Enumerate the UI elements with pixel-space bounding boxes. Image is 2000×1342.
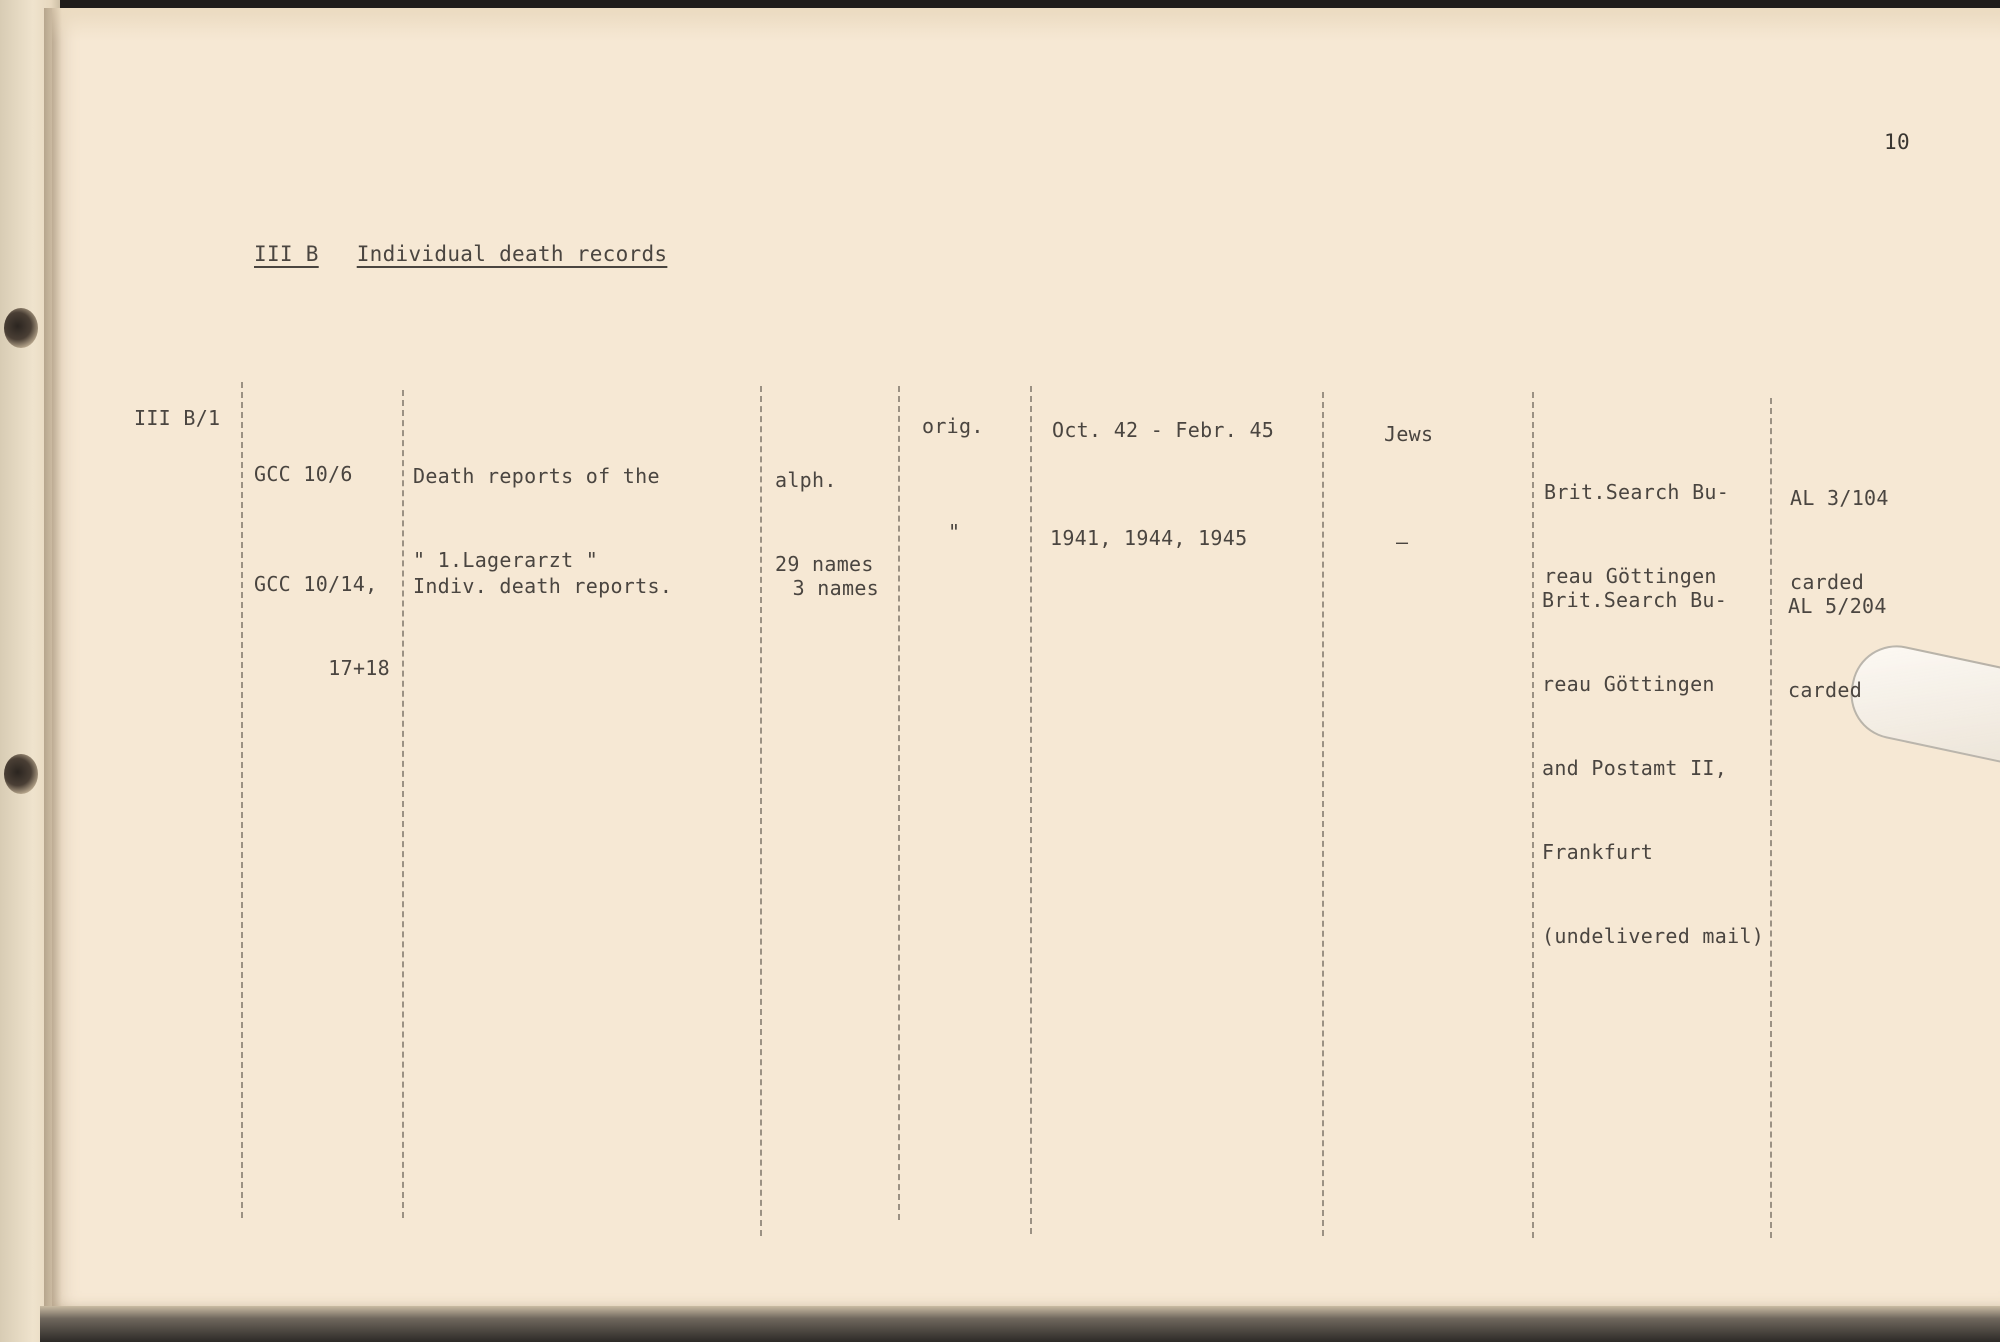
row-1-source-line: reau Göttingen bbox=[1544, 564, 1717, 588]
column-rule bbox=[1030, 386, 1032, 1234]
row-1-description-line: " 1.Lagerarzt " bbox=[413, 548, 599, 572]
row-2-location-line: AL 5/204 bbox=[1788, 594, 1887, 618]
row-2-gcc bbox=[254, 514, 390, 738]
row-2-source-line: (undelivered mail) bbox=[1542, 924, 1765, 948]
row-1-arrangement-line: 29 names bbox=[775, 552, 874, 576]
row-2-description-line: Indiv. death reports. bbox=[413, 574, 673, 598]
binder-hole-top bbox=[4, 308, 38, 348]
row-2-arrangement bbox=[775, 518, 879, 658]
row-1-dates: Oct. 42 - Febr. 45 bbox=[1052, 418, 1275, 442]
section-code: III B bbox=[254, 242, 319, 266]
paper-bottom-edge bbox=[40, 1306, 2000, 1342]
column-rule bbox=[1532, 392, 1534, 1238]
binder-hole-bottom bbox=[4, 754, 38, 794]
row-1-gcc-line: GCC 10/6 bbox=[254, 462, 353, 486]
page-number: 10 bbox=[1884, 130, 1910, 154]
row-2-location bbox=[1788, 536, 1887, 760]
row-1-form: orig. bbox=[922, 414, 984, 438]
row-1-ref: III B/1 bbox=[134, 406, 221, 430]
row-1-category: Jews bbox=[1384, 422, 1434, 446]
section-title: Individual death records bbox=[356, 242, 668, 266]
row-2-arrangement-line: 3 names bbox=[792, 576, 879, 600]
row-1-arrangement-line: alph. bbox=[775, 468, 837, 492]
row-1-source-line: Brit.Search Bu- bbox=[1544, 480, 1730, 504]
row-2-source-line: Brit.Search Bu- bbox=[1542, 588, 1728, 612]
column-rule bbox=[760, 386, 762, 1236]
row-2-category: – bbox=[1396, 530, 1409, 554]
column-rule bbox=[1770, 398, 1772, 1238]
row-2-dates: 1941, 1944, 1945 bbox=[1050, 526, 1248, 550]
section-heading bbox=[254, 240, 667, 268]
column-rule bbox=[241, 382, 243, 1218]
row-2-source bbox=[1542, 530, 1764, 1006]
row-1-description-line: Death reports of the bbox=[413, 464, 660, 488]
row-2-source-line: reau Göttingen bbox=[1542, 672, 1715, 696]
column-rule bbox=[1322, 392, 1324, 1236]
binder-fold-shadow bbox=[44, 8, 62, 1326]
row-2-gcc-line: 17+18 bbox=[328, 656, 390, 680]
row-2-form: " bbox=[948, 520, 961, 544]
row-2-description bbox=[413, 516, 672, 656]
column-rule bbox=[402, 390, 404, 1218]
row-2-gcc-line: GCC 10/14, bbox=[254, 572, 378, 596]
row-1-location-line: carded bbox=[1790, 570, 1865, 594]
row-2-location-line: carded bbox=[1788, 678, 1863, 702]
row-1-location-line: AL 3/104 bbox=[1790, 486, 1889, 510]
row-2-source-line: Frankfurt bbox=[1542, 840, 1654, 864]
paper-top-edge bbox=[52, 8, 2000, 42]
row-2-source-line: and Postamt II, bbox=[1542, 756, 1728, 780]
column-rule bbox=[898, 386, 900, 1220]
